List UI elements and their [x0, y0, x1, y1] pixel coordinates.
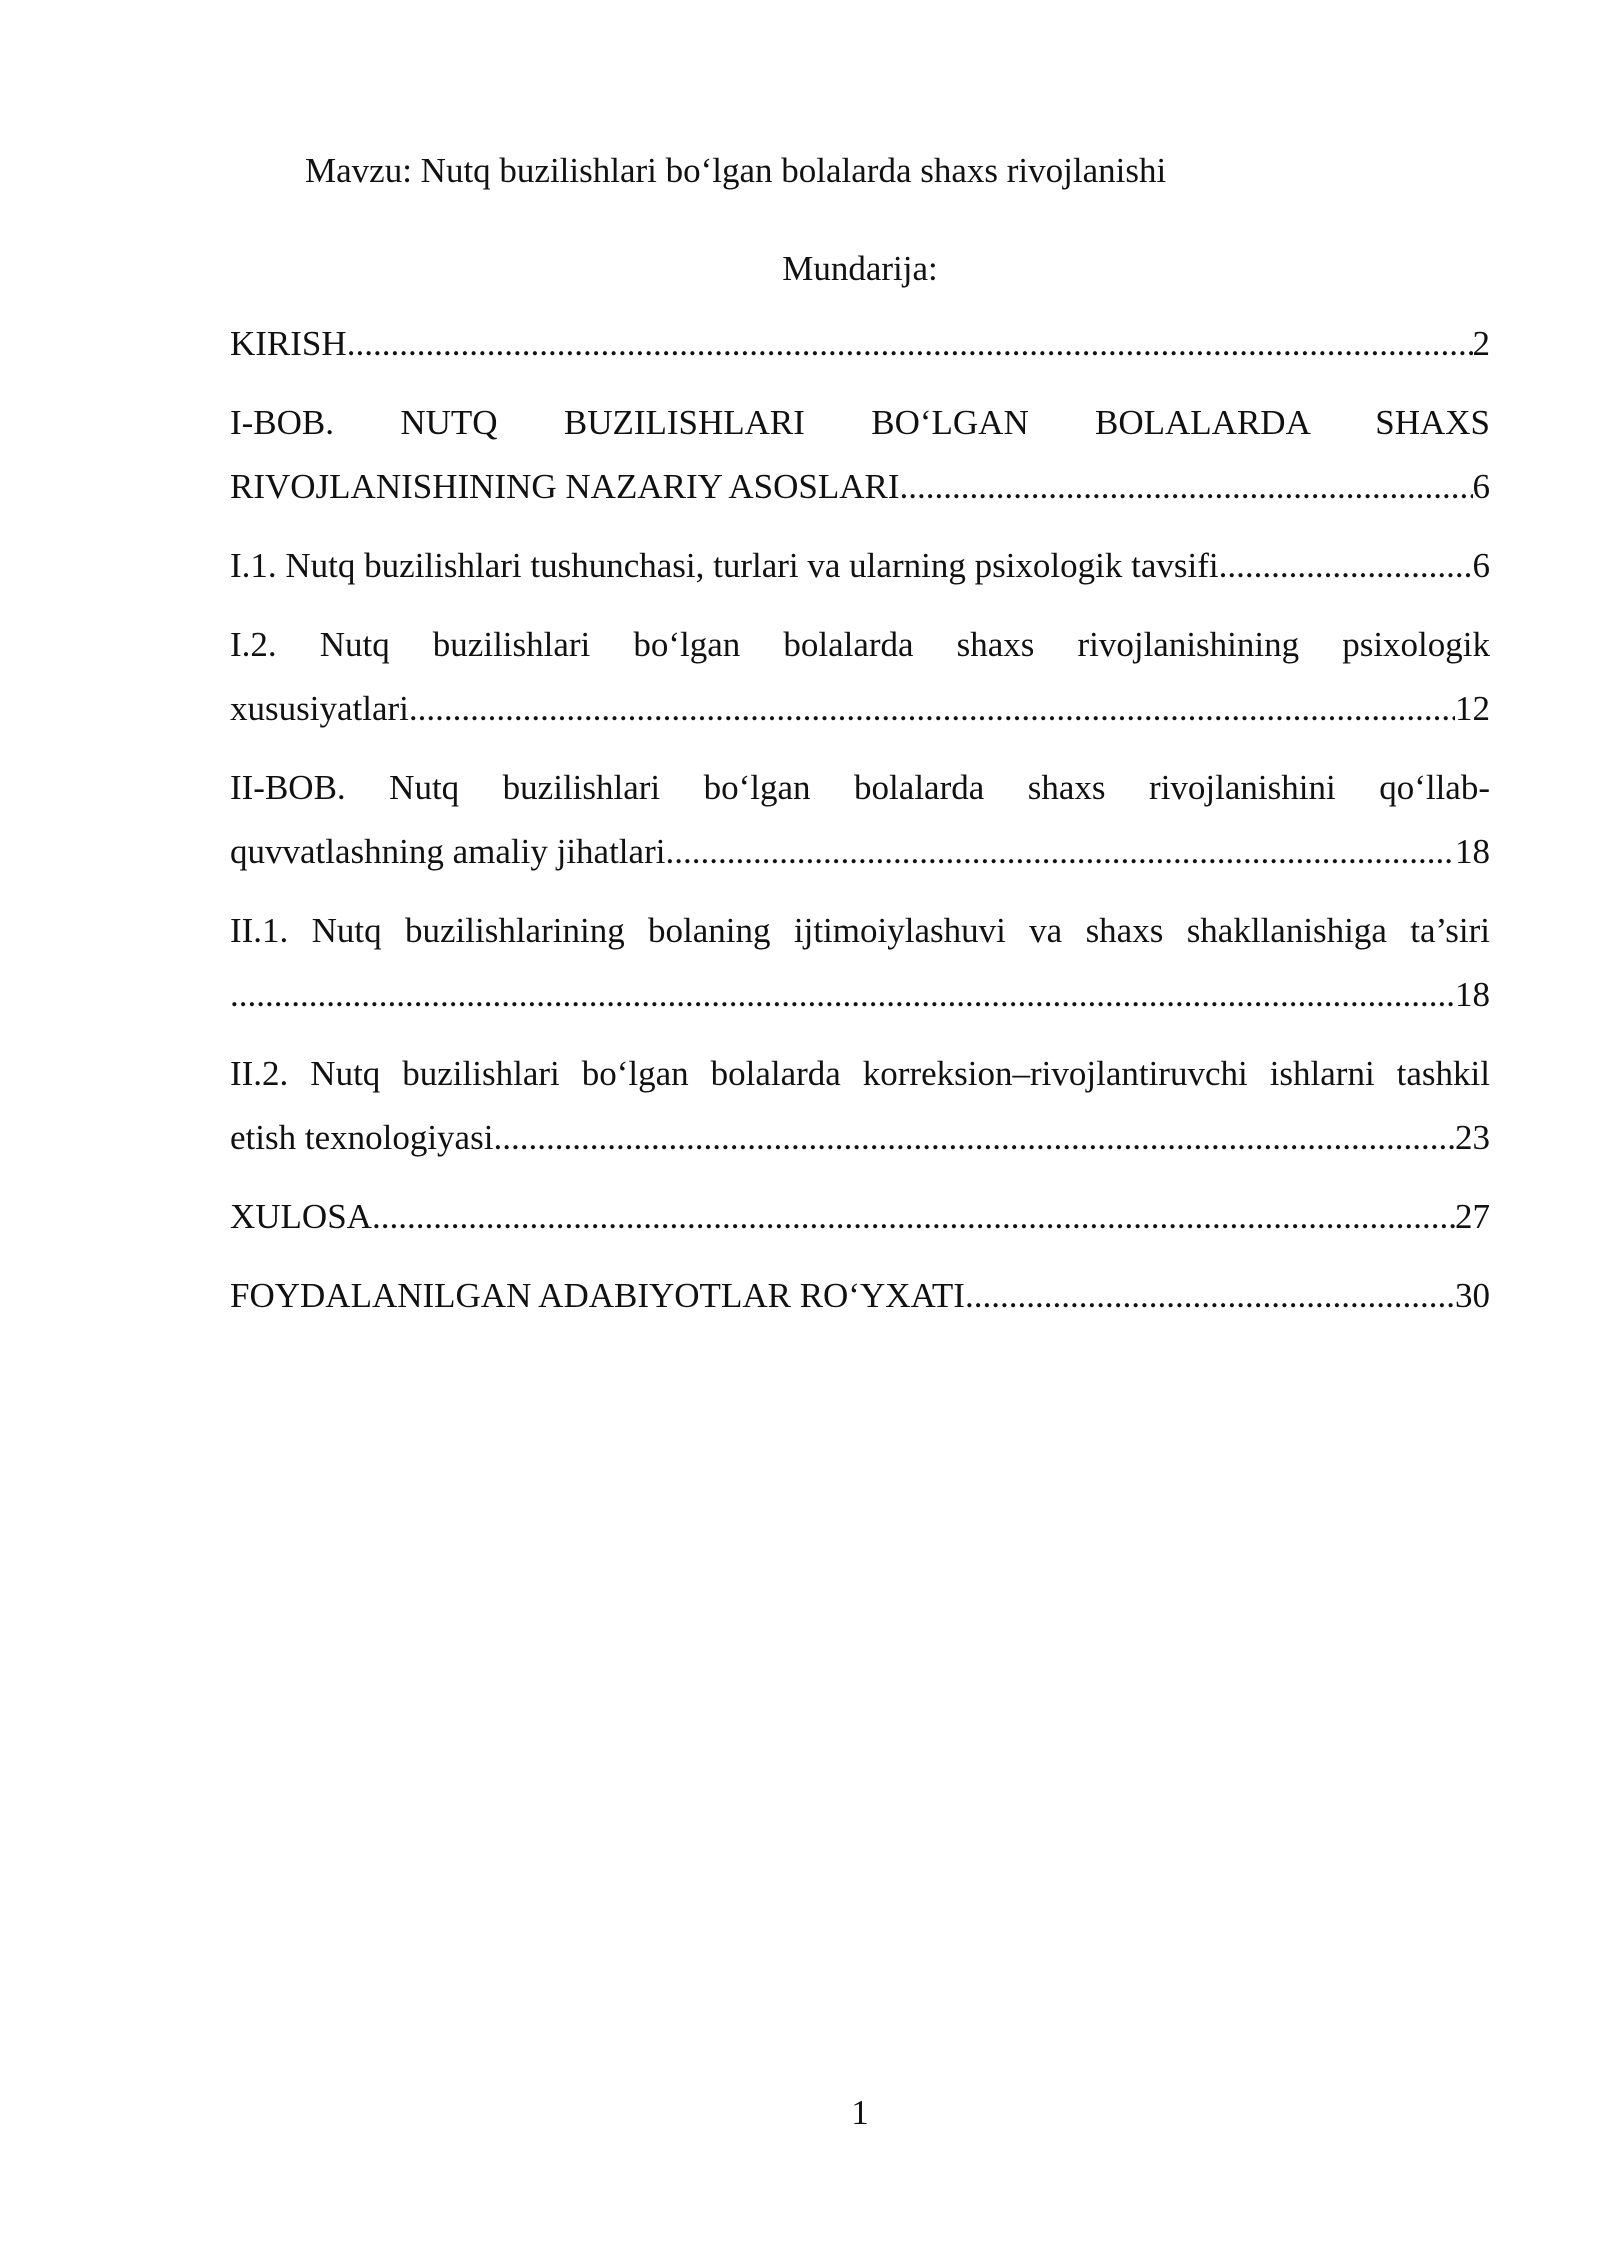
toc-entry-title: KIRISH — [230, 324, 347, 363]
toc-row-line1: I.2. Nutq buzilishlari bo‘lgan bolalarda shaxs rivojlanishining psixologik — [230, 625, 1490, 664]
toc-entry-section-2-1[interactable] — [230, 899, 1490, 1027]
toc-row — [230, 1185, 1490, 1249]
toc-entry-page: 12 — [1455, 689, 1490, 728]
dot-leader — [1219, 534, 1473, 598]
toc-entry-title: I.1. Nutq buzilishlari tushunchasi, turlari va ularning psixologik tavsifi — [230, 546, 1219, 585]
toc-row — [230, 963, 1490, 1027]
toc-row-line1: II-BOB. Nutq buzilishlari bo‘lgan bolalarda shaxs rivojlanishini qo‘llab- — [230, 768, 1490, 807]
toc-entry-title: FOYDALANILGAN ADABIYOTLAR RO‘YXATI — [230, 1276, 965, 1315]
toc-heading: Mundarija: — [782, 249, 938, 288]
dot-leader — [493, 1106, 1455, 1170]
toc-row-line1: I-BOB. NUTQ BUZILISHLARI BO‘LGAN BOLALARDA SHAXS — [230, 403, 1490, 442]
toc-entry-page: 2 — [1472, 324, 1490, 363]
toc-row-line1: II.2. Nutq buzilishlari bo‘lgan bolalarda korreksion–rivojlantiruvchi ishlarni tashkil — [230, 1054, 1490, 1093]
toc-entry-page: 18 — [1455, 832, 1490, 871]
dot-leader — [665, 820, 1455, 884]
toc-entry-page: 6 — [1472, 467, 1490, 506]
toc-entry-page: 23 — [1455, 1118, 1490, 1157]
toc-entry-title: RIVOJLANISHINING NAZARIY ASOSLARI — [230, 467, 900, 506]
dot-leader — [900, 455, 1473, 519]
toc-entry-kirish[interactable] — [230, 312, 1490, 376]
toc-entry-xulosa[interactable] — [230, 1185, 1490, 1249]
toc-row — [230, 1106, 1490, 1170]
toc-entry-chapter-1[interactable] — [230, 391, 1490, 519]
toc-row — [230, 312, 1490, 376]
toc-entry-title: quvvatlashning amaliy jihatlari — [230, 832, 666, 871]
toc-row — [230, 677, 1490, 741]
toc-entry-section-2-2[interactable] — [230, 1042, 1490, 1170]
dot-leader — [372, 1185, 1455, 1249]
toc-row-line1: II.1. Nutq buzilishlarining bolaning ijtimoiylashuvi va shaxs shakllanishiga ta’siri — [230, 911, 1490, 950]
toc-entry-page: 27 — [1455, 1197, 1490, 1236]
dot-leader — [347, 312, 1473, 376]
toc-entry-title: xususiyatlari — [230, 689, 409, 728]
toc-entry-page: 6 — [1472, 546, 1490, 585]
toc-entry-page: 18 — [1455, 975, 1490, 1014]
toc-entry-chapter-2[interactable] — [230, 756, 1490, 884]
dot-leader — [230, 963, 1455, 1027]
toc-entry-title: etish texnologiyasi — [230, 1118, 494, 1157]
toc-entry-section-1-2[interactable] — [230, 613, 1490, 741]
document-topic: Mavzu: Nutq buzilishlari bo‘lgan bolalarda shaxs rivojlanishi — [305, 151, 1167, 190]
toc-row — [230, 455, 1490, 519]
toc-row — [230, 1264, 1490, 1328]
toc-entry-page: 30 — [1455, 1276, 1490, 1315]
toc-row — [230, 820, 1490, 884]
toc-entry-title: XULOSA — [230, 1197, 372, 1236]
dot-leader — [409, 677, 1455, 741]
toc-row — [230, 534, 1490, 598]
dot-leader — [965, 1264, 1455, 1328]
page-number: 1 — [851, 2093, 869, 2132]
toc-entry-references[interactable] — [230, 1264, 1490, 1328]
toc-entry-section-1-1[interactable] — [230, 534, 1490, 598]
table-of-contents — [230, 312, 1490, 1343]
